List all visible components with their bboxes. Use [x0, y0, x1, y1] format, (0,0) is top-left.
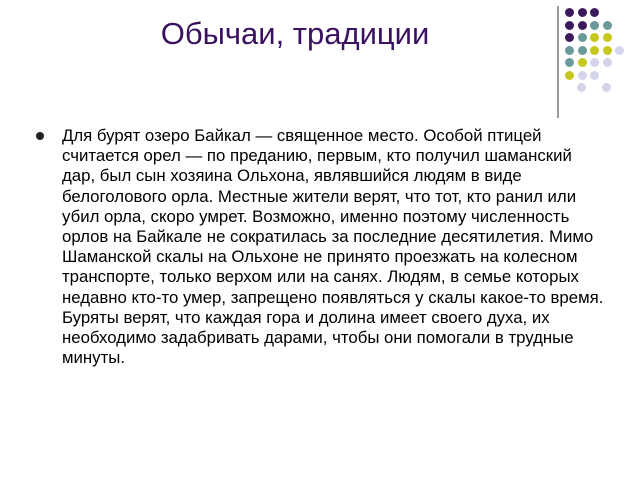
slide-content — [36, 126, 606, 368]
decorative-dot — [577, 83, 586, 92]
decorative-dot — [590, 21, 599, 30]
decorative-dot — [603, 46, 612, 55]
decorative-dot — [603, 21, 612, 30]
decorative-dot — [602, 83, 611, 92]
bullet-text: Для бурят озеро Байкал — священное место. Особой птицей считается орел — по преданию, первым, кто получил шаманский дар, был сын хозяина Ольхона, являвшийся людям в виде белоголового орла. Местные жители верят, что тот, кто ранил или убил орла, скоро умрет. Возможно, именно поэтому численность орлов на Байкале не сократилась за последние десятилетия. Мимо Шаманской скалы на Ольхоне не принято проезжать на колесном транспорте, только верхом или на санях. Людям, в семье которых недавно кто-то умер, запрещено появляться у скалы какое-то время. Буряты верят, что каждая гора и долина имеет своего духа, их необходимо задабривать дарами, чтобы они помогали в трудные минуты. — [62, 126, 604, 368]
decorative-dot — [578, 21, 587, 30]
decorative-dot — [565, 21, 574, 30]
decorative-divider-line — [557, 6, 559, 118]
decorative-dot — [578, 46, 587, 55]
slide-title: Обычаи, традиции — [160, 16, 430, 51]
decorative-dot — [603, 33, 612, 42]
decorative-dot — [565, 71, 574, 80]
decorative-dot — [590, 58, 599, 67]
decorative-dot — [565, 58, 574, 67]
decorative-dot — [590, 33, 599, 42]
bullet-icon — [36, 132, 44, 140]
decorative-dot — [565, 46, 574, 55]
decorative-dot — [565, 8, 574, 17]
decorative-dot — [615, 46, 624, 55]
decorative-dot — [590, 71, 599, 80]
decorative-dot — [590, 8, 599, 17]
decorative-dot — [565, 33, 574, 42]
decorative-dot — [603, 58, 612, 67]
decorative-dot — [590, 46, 599, 55]
decorative-dot — [578, 33, 587, 42]
decorative-dot — [578, 8, 587, 17]
bullet-item — [36, 126, 606, 368]
decorative-dot — [578, 58, 587, 67]
decorative-dot-grid — [565, 8, 635, 108]
decorative-dot — [578, 71, 587, 80]
